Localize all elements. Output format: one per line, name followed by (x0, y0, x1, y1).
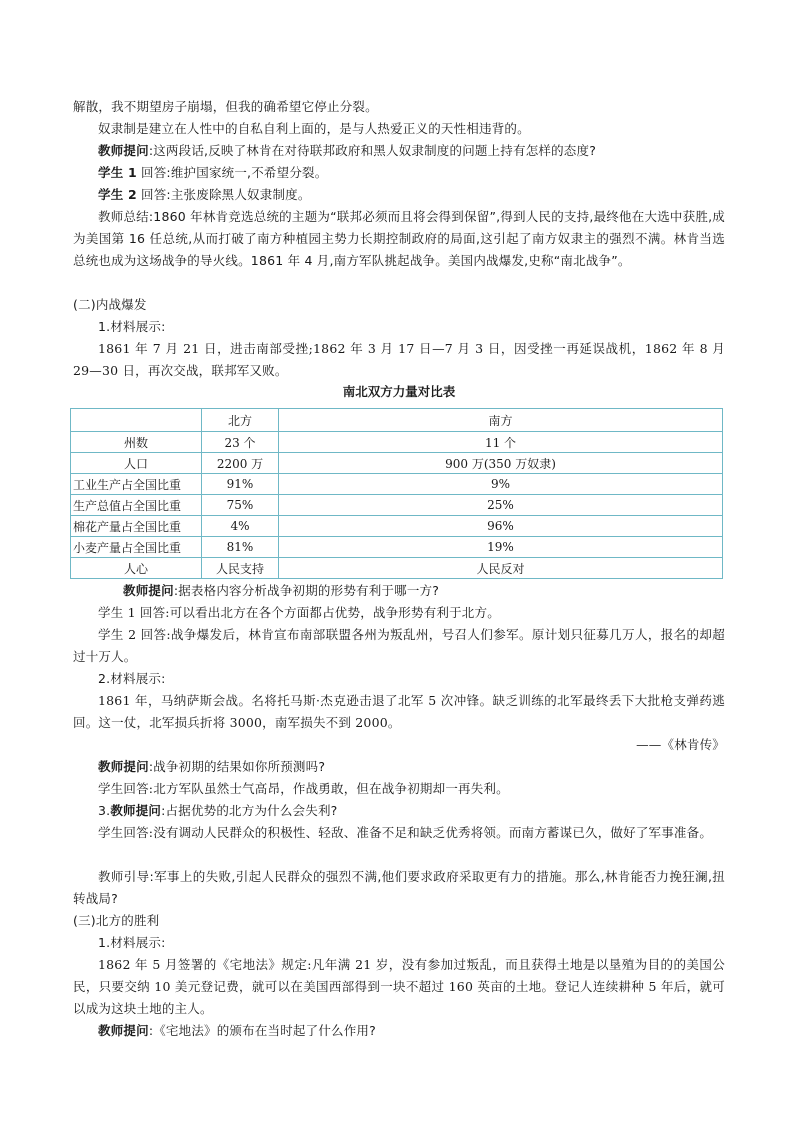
table-row (71, 516, 723, 537)
material-label: 1.材料展示: (98, 935, 166, 950)
table-cell: 2200 万 (202, 453, 279, 474)
table-cell: 4% (202, 516, 279, 537)
table-cell: 小麦产量占全国比重 (71, 537, 202, 558)
material-text: 1861 年 7 月 21 日，进击南部受挫;1862 年 3 月 17 日—7 月 3 日，因受挫一再延误战机，1862 年 8 月 29—30 日，再次交战，联邦军又败。 (73, 341, 725, 378)
table-cell: 96% (279, 516, 723, 537)
section-title: (二)内战爆发 (73, 297, 147, 312)
question-text: :《宅地法》的颁布在当时起了什么作用? (148, 1023, 376, 1038)
material-text-1 (73, 338, 725, 382)
teacher-guide (73, 866, 725, 910)
question-text: :这两段话,反映了林肯在对待联邦政府和黑人奴隶制度的问题上持有怎样的态度? (148, 143, 597, 158)
question-text: :占据优势的北方为什么会失利? (161, 803, 338, 818)
question-label: 教师提问 (98, 759, 149, 774)
table-cell: 25% (279, 495, 723, 516)
table-row (71, 495, 723, 516)
student-answer-1 (73, 162, 725, 184)
table-row (71, 453, 723, 474)
table-cell: 81% (202, 537, 279, 558)
table-header-row (71, 409, 723, 432)
material-source (73, 734, 725, 756)
table-title: 南北双方力量对比表 (342, 384, 456, 399)
answer-text: 回答:维护国家统一,不希望分裂。 (136, 165, 328, 180)
material-text-3 (73, 954, 725, 1020)
table-cell: 人民支持 (202, 558, 279, 579)
table-cell: 人口 (71, 453, 202, 474)
student-answer-4 (73, 822, 725, 844)
teacher-question-5 (73, 1020, 725, 1042)
teacher-question-2 (73, 580, 725, 602)
teacher-question-1 (73, 140, 725, 162)
teacher-question-3 (73, 756, 725, 778)
material-label: 1.材料展示: (98, 319, 166, 334)
material-text: 1861 年，马纳萨斯会战。名将托马斯·杰克逊击退了北军 5 次冲锋。缺乏训练的北军最终丢下大批枪支弹药逃回。这一仗，北军损兵折将 3000，南军损失不到 2000。 (73, 693, 725, 730)
material-text: 1862 年 5 月签署的《宅地法》规定:凡年满 21 岁，没有参加过叛乱，而且获得土地是以垦殖为目的的美国公民，只要交纳 10 美元登记费，就可以在美国西部得到一块不超过 160 英亩的土地。登记人连续耕种 5 年后，就可以成为这块土地的主人。 (73, 957, 725, 1016)
student-answer-2-2 (73, 624, 725, 668)
answer-text: 学生 1 回答:可以看出北方在各个方面都占优势，战争形势有利于北方。 (98, 605, 500, 620)
table-cell: 91% (202, 474, 279, 495)
guide-text: 教师引导:军事上的失败,引起人民群众的强烈不满,他们要求政府采取更有力的措施。那么,林肯能否力挽狂澜,扭转战局? (73, 869, 725, 906)
material-heading-1 (73, 316, 725, 338)
answer-text: 回答:主张废除黑人奴隶制度。 (136, 187, 311, 202)
table-row (71, 537, 723, 558)
table-cell: 19% (279, 537, 723, 558)
question-label: 教师提问 (110, 803, 162, 818)
section-heading-2 (73, 294, 725, 316)
answer-text: 学生回答:北方军队虽然士气高昂，作战勇敢，但在战争初期却一再失利。 (98, 781, 509, 796)
table-row (71, 474, 723, 495)
table-cell: 900 万(350 万奴隶) (279, 453, 723, 474)
table-cell: 工业生产占全国比重 (71, 474, 202, 495)
table-row (71, 432, 723, 453)
table-cell: 11 个 (279, 432, 723, 453)
summary-text: 教师总结:1860 年林肯竞选总统的主题为“联邦必须而且将会得到保留”,得到人民的支持,最终他在大选中获胜,成为美国第 16 任总统,从而打破了南方种植园主势力长期控制政府的局面,这引起了南方奴隶主的强烈不满。林肯当选总统也成为这场战争的导火线。1861 年 4 月,南方军队挑起战争。美国内战爆发,史称“南北战争”。 (73, 209, 725, 268)
table-header-cell (71, 409, 202, 432)
table-cell: 州数 (71, 432, 202, 453)
answer-text: 学生回答:没有调动人民群众的积极性、轻敌、准备不足和缺乏优秀将领。而南方蓄谋已久，做好了军事准备。 (98, 825, 713, 840)
quote-line: 奴隶制是建立在人性中的自私自利上面的，是与人热爱正义的天性相违背的。 (98, 121, 530, 136)
table-cell: 生产总值占全国比重 (71, 495, 202, 516)
quote-line: 解散，我不期望房子崩塌，但我的确希望它停止分裂。 (73, 99, 378, 114)
section-title: (三)北方的胜利 (73, 913, 160, 928)
teacher-summary (73, 206, 725, 272)
question-text: :战争初期的结果如你所预测吗? (148, 759, 326, 774)
section-heading-3 (73, 910, 725, 932)
material-heading-3 (73, 932, 725, 954)
material-label: 2.材料展示: (98, 671, 166, 686)
student-answer-3 (73, 778, 725, 800)
paragraph-quote-end (73, 96, 725, 118)
table-cell: 23 个 (202, 432, 279, 453)
table-cell: 棉花产量占全国比重 (71, 516, 202, 537)
question-label: 教师提问 (123, 583, 174, 598)
question-label: 教师提问 (98, 143, 149, 158)
table-cell: 9% (279, 474, 723, 495)
source-citation: ——《林肯传》 (636, 737, 725, 752)
student-answer-2 (73, 184, 725, 206)
table-header-cell: 北方 (202, 409, 279, 432)
student-label: 学生 1 (98, 165, 137, 180)
table-cell: 人心 (71, 558, 202, 579)
table-row (71, 558, 723, 579)
comparison-table (70, 408, 723, 579)
question-text: :据表格内容分析战争初期的形势有利于哪一方? (173, 583, 440, 598)
paragraph-quote-slavery (73, 118, 725, 140)
question-number: 3. (98, 803, 111, 818)
teacher-question-4 (73, 800, 725, 822)
table-cell: 人民反对 (279, 558, 723, 579)
material-text-2 (73, 690, 725, 734)
student-answer-2-1 (73, 602, 725, 624)
answer-text: 学生 2 回答:战争爆发后，林肯宣布南部联盟各州为叛乱州，号召人们参军。原计划只征募几万人，报名的却超过十万人。 (73, 627, 725, 664)
table-header-cell: 南方 (279, 409, 723, 432)
material-heading-2 (73, 668, 725, 690)
table-cell: 75% (202, 495, 279, 516)
student-label: 学生 2 (98, 187, 137, 202)
question-label: 教师提问 (98, 1023, 149, 1038)
